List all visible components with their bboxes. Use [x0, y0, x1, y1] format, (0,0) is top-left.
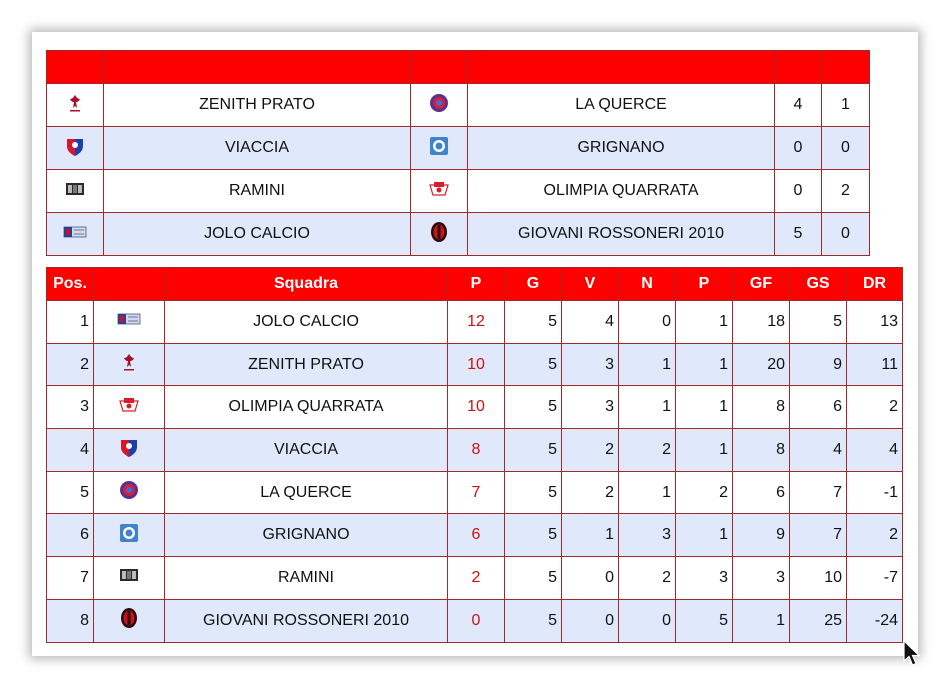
goals-against-cell: 7 — [790, 514, 847, 557]
goals-for-cell: 1 — [733, 599, 790, 642]
results-table — [46, 50, 870, 256]
played-cell: 5 — [505, 557, 562, 600]
away-logo-cell — [411, 127, 468, 170]
away-team-name[interactable]: OLIMPIA QUARRATA — [468, 170, 775, 213]
away-logo-cell — [411, 213, 468, 256]
header-points[interactable]: P — [448, 268, 505, 301]
position-cell: 1 — [47, 301, 94, 344]
ramini-logo-icon — [118, 567, 140, 588]
header-played[interactable]: G — [505, 268, 562, 301]
won-cell: 2 — [562, 429, 619, 472]
goals-for-cell: 3 — [733, 557, 790, 600]
standings-row — [47, 429, 903, 472]
home-team-name[interactable]: VIACCIA — [104, 127, 411, 170]
goals-against-cell: 10 — [790, 557, 847, 600]
goals-against-cell: 5 — [790, 301, 847, 344]
home-goals: 0 — [775, 170, 822, 213]
away-team-name[interactable]: LA QUERCE — [468, 84, 775, 127]
match-row — [47, 170, 870, 213]
team-logo-cell — [94, 301, 165, 344]
goal-diff-cell: 2 — [847, 386, 903, 429]
header-logo — [94, 268, 165, 301]
played-cell: 5 — [505, 599, 562, 642]
goals-for-cell: 8 — [733, 429, 790, 472]
ramini-logo-icon — [64, 181, 86, 202]
points-cell: 2 — [448, 557, 505, 600]
team-name-cell[interactable]: ZENITH PRATO — [165, 343, 448, 386]
position-cell: 8 — [47, 599, 94, 642]
home-logo-cell — [47, 170, 104, 213]
standings-table — [46, 267, 903, 643]
team-name-cell[interactable]: OLIMPIA QUARRATA — [165, 386, 448, 429]
played-cell: 5 — [505, 301, 562, 344]
goal-diff-cell: -24 — [847, 599, 903, 642]
points-cell: 8 — [448, 429, 505, 472]
standings-row — [47, 386, 903, 429]
points-cell: 12 — [448, 301, 505, 344]
team-logo-cell — [94, 599, 165, 642]
home-logo-cell — [47, 84, 104, 127]
goal-diff-cell: 4 — [847, 429, 903, 472]
drawn-cell: 0 — [619, 599, 676, 642]
goal-diff-cell: -7 — [847, 557, 903, 600]
standings-row — [47, 557, 903, 600]
home-team-name[interactable]: JOLO CALCIO — [104, 213, 411, 256]
lost-cell: 2 — [676, 471, 733, 514]
goals-for-cell: 9 — [733, 514, 790, 557]
home-goals: 0 — [775, 127, 822, 170]
results-header-row — [47, 51, 870, 84]
results-header-cell — [104, 51, 411, 84]
goals-for-cell: 20 — [733, 343, 790, 386]
goal-diff-cell: 2 — [847, 514, 903, 557]
drawn-cell: 0 — [619, 301, 676, 344]
goals-against-cell: 25 — [790, 599, 847, 642]
header-goals-for[interactable]: GF — [733, 268, 790, 301]
standings-row — [47, 514, 903, 557]
position-cell: 7 — [47, 557, 94, 600]
position-cell: 3 — [47, 386, 94, 429]
goals-for-cell: 8 — [733, 386, 790, 429]
goals-for-cell: 6 — [733, 471, 790, 514]
team-logo-cell — [94, 386, 165, 429]
position-cell: 5 — [47, 471, 94, 514]
team-logo-cell — [94, 514, 165, 557]
team-logo-cell — [94, 471, 165, 514]
standings-row — [47, 343, 903, 386]
won-cell: 0 — [562, 599, 619, 642]
standings-header-row — [47, 268, 903, 301]
la-querce-logo-icon — [118, 479, 140, 506]
header-goal-diff[interactable]: DR — [847, 268, 903, 301]
team-logo-cell — [94, 557, 165, 600]
away-team-name[interactable]: GIOVANI ROSSONERI 2010 — [468, 213, 775, 256]
position-cell: 2 — [47, 343, 94, 386]
lost-cell: 1 — [676, 301, 733, 344]
team-logo-cell — [94, 429, 165, 472]
won-cell: 4 — [562, 301, 619, 344]
points-cell: 6 — [448, 514, 505, 557]
goal-diff-cell: -1 — [847, 471, 903, 514]
viaccia-logo-icon — [64, 135, 86, 162]
lost-cell: 1 — [676, 429, 733, 472]
zenith-prato-logo-icon — [64, 92, 86, 119]
away-goals: 1 — [822, 84, 870, 127]
drawn-cell: 1 — [619, 471, 676, 514]
header-squadra[interactable]: Squadra — [165, 268, 448, 301]
home-logo-cell — [47, 127, 104, 170]
match-row — [47, 84, 870, 127]
won-cell: 1 — [562, 514, 619, 557]
won-cell: 3 — [562, 386, 619, 429]
home-goals: 5 — [775, 213, 822, 256]
away-logo-cell — [411, 84, 468, 127]
match-row — [47, 127, 870, 170]
home-goals: 4 — [775, 84, 822, 127]
zenith-prato-logo-icon — [118, 351, 140, 378]
goals-against-cell: 9 — [790, 343, 847, 386]
header-lost[interactable]: P — [676, 268, 733, 301]
results-header-cell — [775, 51, 822, 84]
goals-against-cell: 4 — [790, 429, 847, 472]
position-cell: 6 — [47, 514, 94, 557]
giovani-rossoneri-logo-icon — [428, 220, 450, 249]
lost-cell: 3 — [676, 557, 733, 600]
goals-against-cell: 7 — [790, 471, 847, 514]
goal-diff-cell: 13 — [847, 301, 903, 344]
won-cell: 2 — [562, 471, 619, 514]
results-header-cell — [468, 51, 775, 84]
played-cell: 5 — [505, 343, 562, 386]
away-logo-cell — [411, 170, 468, 213]
played-cell: 5 — [505, 471, 562, 514]
away-team-name[interactable]: GRIGNANO — [468, 127, 775, 170]
standings-row — [47, 301, 903, 344]
results-header-cell — [822, 51, 870, 84]
points-cell: 0 — [448, 599, 505, 642]
team-name-cell[interactable]: GIOVANI ROSSONERI 2010 — [165, 599, 448, 642]
drawn-cell: 2 — [619, 557, 676, 600]
away-goals: 2 — [822, 170, 870, 213]
jolo-calcio-logo-icon — [63, 225, 87, 244]
played-cell: 5 — [505, 429, 562, 472]
header-drawn[interactable]: N — [619, 268, 676, 301]
team-name-cell[interactable]: JOLO CALCIO — [165, 301, 448, 344]
points-cell: 7 — [448, 471, 505, 514]
home-logo-cell — [47, 213, 104, 256]
olimpia-quarrata-logo-icon — [118, 396, 140, 419]
won-cell: 3 — [562, 343, 619, 386]
away-goals: 0 — [822, 213, 870, 256]
goals-against-cell: 6 — [790, 386, 847, 429]
goals-for-cell: 18 — [733, 301, 790, 344]
played-cell: 5 — [505, 514, 562, 557]
lost-cell: 1 — [676, 343, 733, 386]
team-name-cell[interactable]: VIACCIA — [165, 429, 448, 472]
viaccia-logo-icon — [118, 436, 140, 463]
jolo-calcio-logo-icon — [117, 312, 141, 331]
position-cell: 4 — [47, 429, 94, 472]
away-goals: 0 — [822, 127, 870, 170]
giovani-rossoneri-logo-icon — [118, 606, 140, 635]
header-goals-against[interactable]: GS — [790, 268, 847, 301]
drawn-cell: 1 — [619, 386, 676, 429]
match-row — [47, 213, 870, 256]
lost-cell: 1 — [676, 386, 733, 429]
grignano-logo-icon — [118, 522, 140, 549]
results-header-cell — [411, 51, 468, 84]
header-pos[interactable]: Pos. — [47, 268, 94, 301]
won-cell: 0 — [562, 557, 619, 600]
header-won[interactable]: V — [562, 268, 619, 301]
grignano-logo-icon — [428, 135, 450, 162]
points-cell: 10 — [448, 386, 505, 429]
standings-row — [47, 471, 903, 514]
points-cell: 10 — [448, 343, 505, 386]
goal-diff-cell: 11 — [847, 343, 903, 386]
standings-row — [47, 599, 903, 642]
home-team-name[interactable]: RAMINI — [104, 170, 411, 213]
lost-cell: 1 — [676, 514, 733, 557]
team-name-cell[interactable]: GRIGNANO — [165, 514, 448, 557]
la-querce-logo-icon — [428, 92, 450, 119]
drawn-cell: 2 — [619, 429, 676, 472]
played-cell: 5 — [505, 386, 562, 429]
olimpia-quarrata-logo-icon — [428, 180, 450, 203]
mouse-cursor-icon — [902, 640, 922, 668]
results-header-cell — [47, 51, 104, 84]
team-name-cell[interactable]: LA QUERCE — [165, 471, 448, 514]
home-team-name[interactable]: ZENITH PRATO — [104, 84, 411, 127]
team-name-cell[interactable]: RAMINI — [165, 557, 448, 600]
drawn-cell: 3 — [619, 514, 676, 557]
lost-cell: 5 — [676, 599, 733, 642]
drawn-cell: 1 — [619, 343, 676, 386]
team-logo-cell — [94, 343, 165, 386]
